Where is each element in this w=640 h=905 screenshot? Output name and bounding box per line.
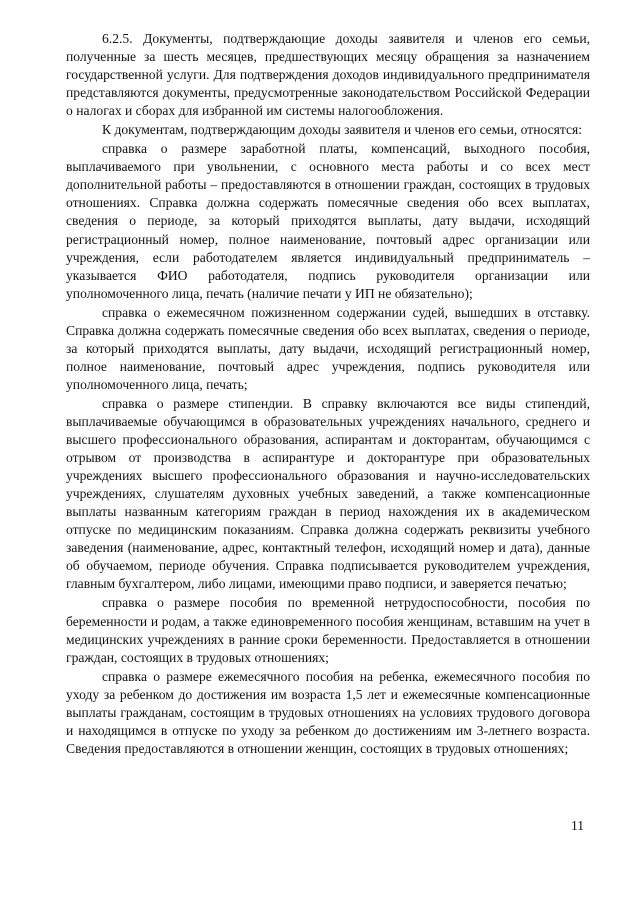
paragraph-child-allowance-certificate: справка о размере ежемесячного пособия на ребенка, ежемесячного пособия по уходу за ребенком до достижения им возраста 1,5 лет и ежемесячные компенсационные выплаты гражданам, состоящим в трудовых отношениях на условиях трудового договора и находящимся в отпуске по уходу за ребенком до достижениям им 3-летнего возраста. Сведения предоставляются в отношении женщин, состоящих в трудовых отношениях; <box>66 668 590 756</box>
paragraph-intro: К документам, подтверждающим доходы заявителя и членов его семьи, относятся: <box>102 122 583 138</box>
paragraph-judges-certificate: справка о ежемесячном пожизненном содержании судей, вышедших в отставку. Справка должна содержать помесячные сведения обо всех выплатах, сведения о периоде, за который приходятся выплаты, дату выдачи, исходящий регистрационный номер, полное наименование, почтовый адрес учреждения, подпись руководителя или уполномоченного лица, печать; <box>66 304 590 392</box>
document-body <box>66 30 590 759</box>
paragraph-salary-certificate: справка о размере заработной платы, компенсаций, выходного пособия, выплачиваемого при увольнении, с основного места работы и со всех мест дополнительной работы – предоставляются в отношении граждан, состоящих в трудовых отношениях. Справка должна содержать помесячные сведения обо всех выплатах, сведения о периоде, за который приходятся выплаты, дату выдачи, исходящий регистрационный номер, полное наименование, почтовый адрес организации или учреждения, если работодателем является индивидуальный предприниматель – указывается ФИО работодателя, подпись руководителя организации или уполномоченного лица, печать (наличие печати у ИП не обязательно); <box>66 141 590 301</box>
paragraph-stipend-certificate: справка о размере стипендии. В справку включаются все виды стипендий, выплачиваемые обучающимся в образовательных учреждениях начального, среднего и высшего профессионального образования, аспирантам и докторантам, обучающимся с отрывом от производства в аспирантуре и докторантуре при образовательных учреждениях высшего профессионального образования и научно-исследовательских учреждениях, слушателям духовных учебных заведений, а также компенсационные выплаты названным категориям граждан в период нахождения их в академическом отпуске по медицинским показаниям. Справка должна содержать реквизиты учебного заведения (наименование, адрес, контактный телефон, исходящий номер и дата), данные об обучаемом, периоде обучения. Справка подписывается руководителем учреждения, главным бухгалтером, либо лицами, имеющими право подписи, и заверяется печатью; <box>66 395 590 592</box>
paragraph-sick-leave-certificate: справка о размере пособия по временной нетрудоспособности, пособия по беременности и родам, а также единовременного пособия женщинам, вставшим на учет в медицинских учреждениях в ранние сроки беременности. Предоставляется в отношении граждан, состоящих в трудовых отношениях; <box>66 595 590 665</box>
page-number: 11 <box>571 818 585 833</box>
paragraph-6-2-5: 6.2.5. Документы, подтверждающие доходы заявителя и членов его семьи, полученные за шесть месяцев, предшествующих месяцу обращения за назначением государственной услуги. Для подтверждения доходов индивидуального предпринимателя представляются документы, предусмотренные законодательством Российской Федерации о налогах и сборах для избранной им системы налогообложения. <box>66 31 590 119</box>
